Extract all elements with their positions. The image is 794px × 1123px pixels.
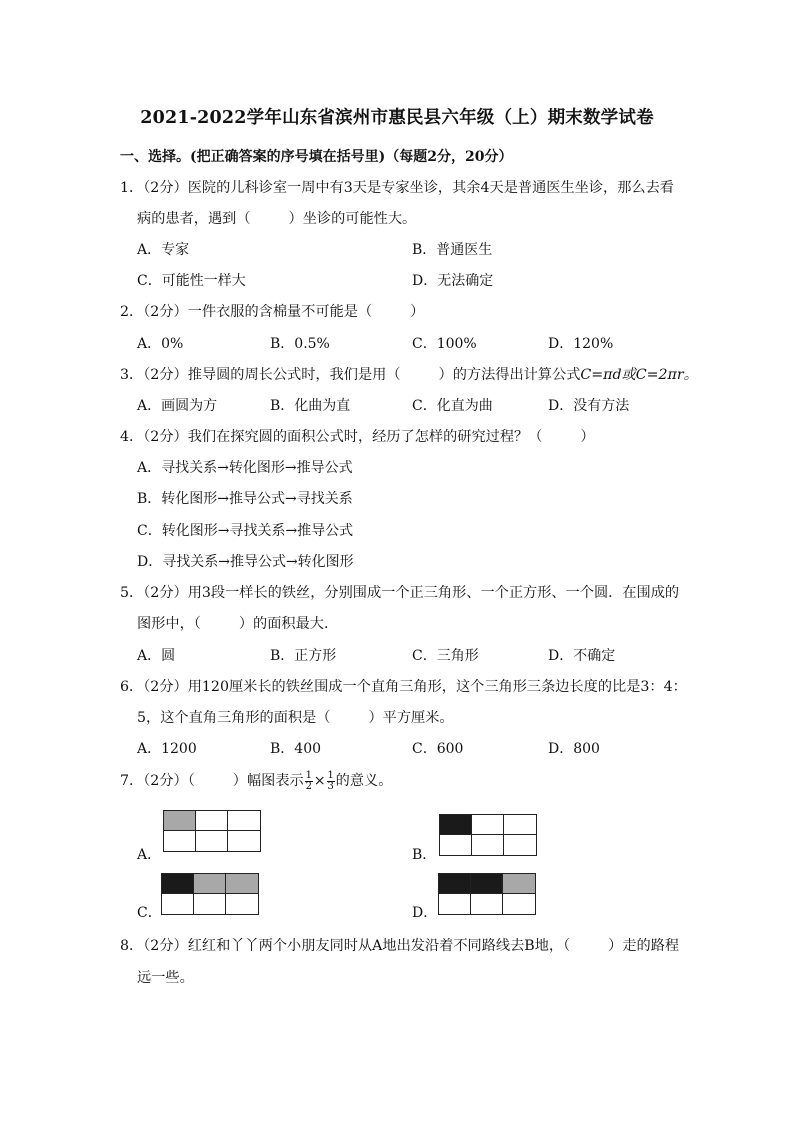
- q4-option-d[interactable]: D．寻找关系→推导公式→转化图形: [137, 554, 354, 570]
- q8-line1: 8．（2分）红红和丫丫两个小朋友同时从A地出发沿着不同路线去B地，（ ）走的路程: [120, 938, 680, 954]
- q4-option-b[interactable]: B．转化图形→推导公式→寻找关系: [137, 491, 353, 507]
- q7-option-c-figure[interactable]: [161, 873, 259, 915]
- grid-cell-white: [504, 815, 536, 835]
- q3-option-a[interactable]: A．画圆为方: [137, 398, 218, 414]
- q1-line1: 1．（2分）医院的儿科诊室一周中有3天是专家坐诊，其余4天是普通医生坐诊，那么去看: [120, 180, 674, 196]
- fraction-one-half: $\frac{1}{2}$: [305, 769, 312, 792]
- q6-option-d[interactable]: D．800: [548, 741, 600, 757]
- q4-option-c[interactable]: C．转化图形→寻找关系→推导公式: [137, 523, 354, 539]
- grid-cell-gray: [503, 874, 535, 894]
- grid-cell-dark: [162, 874, 194, 894]
- grid-cell-gray: [164, 811, 196, 831]
- grid-cell-white: [472, 815, 504, 835]
- grid-cell-dark: [471, 874, 503, 894]
- grid-cell-white: [504, 835, 536, 855]
- q7-option-a-figure[interactable]: [163, 810, 261, 852]
- q7-option-a-label[interactable]: A．: [137, 847, 162, 863]
- q5-option-a[interactable]: A．圆: [137, 648, 176, 664]
- q4-line: 4．（2分）我们在探究圆的面积公式时，经历了怎样的研究过程？（ ）: [120, 429, 595, 445]
- q5-line2: 图形中，（ ）的面积最大．: [137, 616, 339, 632]
- grid-cell-white: [164, 831, 196, 851]
- q1-line2: 病的患者，遇到（ ）坐诊的可能性大。: [137, 211, 417, 227]
- q5-option-d[interactable]: D．不确定: [548, 648, 616, 664]
- q7-line: 7．（2分）（ ）幅图表示 $\frac{1}{2}$ × $\frac{1}{3}$ 的意义。: [120, 769, 393, 792]
- q6-option-a[interactable]: A．1200: [137, 741, 197, 757]
- q7-option-b-figure[interactable]: [439, 814, 537, 856]
- grid-cell-white: [226, 894, 258, 914]
- q1-option-b[interactable]: B．普通医生: [412, 242, 493, 258]
- q3-option-c[interactable]: C．化直为曲: [412, 398, 493, 414]
- q2-option-c[interactable]: C．100%: [412, 336, 477, 352]
- q2-line: 2．（2分）一件衣服的含棉量不可能是（ ）: [120, 304, 425, 320]
- q3-option-b[interactable]: B．化曲为直: [270, 398, 351, 414]
- q6-line1: 6．（2分）用120厘米长的铁丝围成一个直角三角形，这个三角形三条边长度的比是3：4：: [120, 679, 687, 695]
- q5-option-b[interactable]: B．正方形: [270, 648, 337, 664]
- page-title: 2021-2022学年山东省滨州市惠民县六年级（上）期末数学试卷: [140, 108, 654, 128]
- q6-option-b[interactable]: B．400: [270, 741, 322, 757]
- q4-option-a[interactable]: A．寻找关系→转化图形→推导公式: [137, 460, 353, 476]
- grid-cell-white: [196, 831, 228, 851]
- grid-cell-white: [471, 894, 503, 914]
- grid-cell-white: [228, 831, 260, 851]
- section-heading: 一、选择。(把正确答案的序号填在括号里)（每题2分，20分）: [120, 149, 513, 165]
- q7-option-d-label[interactable]: D．: [412, 905, 438, 921]
- grid-cell-white: [162, 894, 194, 914]
- grid-cell-dark: [439, 874, 471, 894]
- grid-cell-white: [196, 811, 228, 831]
- q7-option-b-label[interactable]: B．: [412, 847, 437, 863]
- q3-line: 3．（2分）推导圆的周长公式时，我们是用（ ）的方法得出计算公式C=πd或C=2πr。: [120, 367, 698, 383]
- q2-option-b[interactable]: B．0.5%: [270, 336, 330, 352]
- grid-cell-white: [472, 835, 504, 855]
- fraction-one-third: $\frac{1}{3}$: [327, 769, 334, 792]
- grid-cell-white: [503, 894, 535, 914]
- q2-option-d[interactable]: D．120%: [548, 336, 614, 352]
- grid-cell-dark: [440, 815, 472, 835]
- grid-cell-gray: [194, 874, 226, 894]
- q8-line2: 远一些。: [137, 970, 194, 986]
- q3-option-d[interactable]: D．没有方法: [548, 398, 630, 414]
- q1-option-a[interactable]: A．专家: [137, 242, 190, 258]
- q1-option-d[interactable]: D．无法确定: [412, 273, 494, 289]
- q1-option-c[interactable]: C．可能性一样大: [137, 273, 246, 289]
- q6-line2: 5，这个直角三角形的面积是（ ）平方厘米。: [137, 710, 454, 726]
- q2-option-a[interactable]: A．0%: [137, 336, 184, 352]
- q5-option-c[interactable]: C．三角形: [412, 648, 479, 664]
- circumference-formula: C=πd或C=2πr。: [580, 367, 698, 383]
- grid-cell-white: [228, 811, 260, 831]
- grid-cell-white: [440, 835, 472, 855]
- q7-option-d-figure[interactable]: [438, 873, 536, 915]
- grid-cell-white: [194, 894, 226, 914]
- q7-option-c-label[interactable]: C．: [137, 905, 162, 921]
- q6-option-c[interactable]: C．600: [412, 741, 464, 757]
- grid-cell-white: [439, 894, 471, 914]
- q5-line1: 5．（2分）用3段一样长的铁丝，分别围成一个正三角形、一个正方形、一个圆．在围成的: [120, 585, 680, 601]
- grid-cell-gray: [226, 874, 258, 894]
